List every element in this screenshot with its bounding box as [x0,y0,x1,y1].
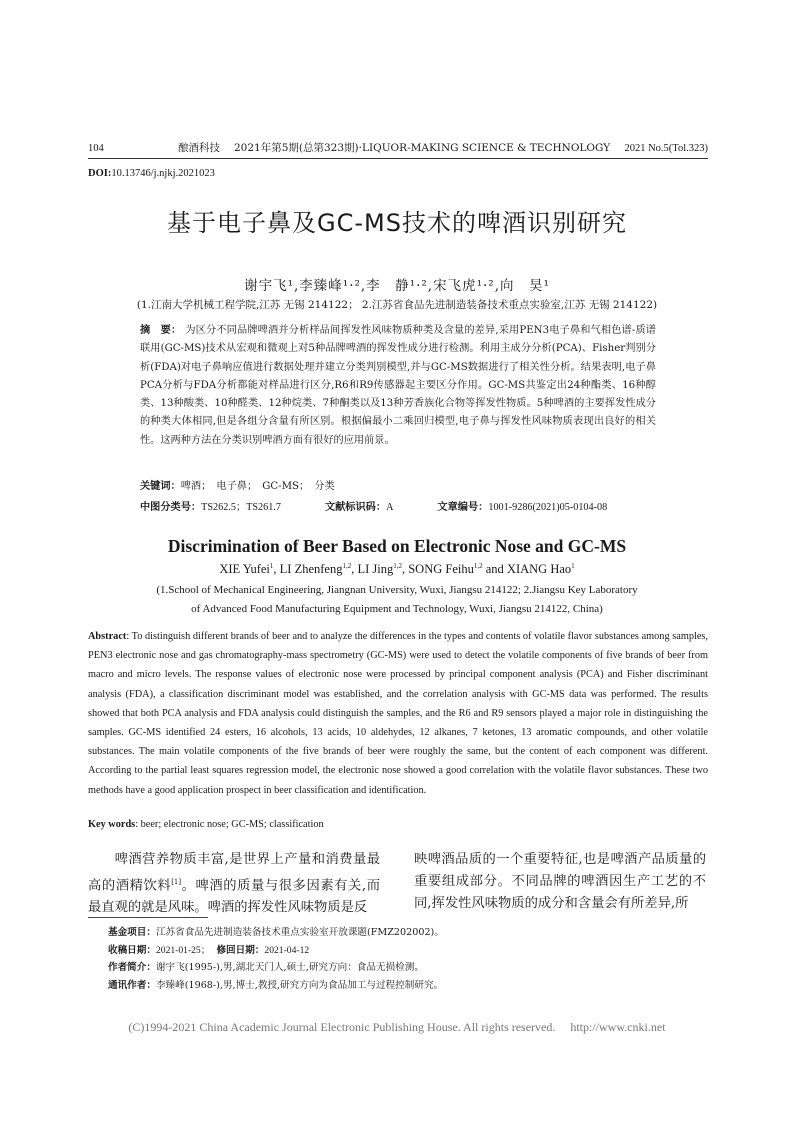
author-affil-mark: 1,2 [393,562,402,570]
corresponding-label: 通讯作者： [108,979,156,991]
abstract-en-text: : To distinguish different brands of beer and to analyze the differences in the types and contents of volatile flavor substances among samples, PEN3 electronic nose and gas chromatography-mass spectrometry (GC-MS) were used to detect the volatile components of five brands of beer from macro and micro levels. The response values of electronic nose were processed by principal component analysis (PCA) and Fisher discriminant analysis (FDA), a classification discriminant model was established, and the correlation analysis with GC-MS data was performed. The results showed that both PCA analysis and FDA analysis could distinguish the samples, and the R6 and R9 sensors played a major role in distinguishing the samples. GC-MS identified 24 esters, 16 alcohols, 13 acids, 10 aldehydes, 12 alkanes, 7 ketones, 13 aromatic compounds, and other volatile substances. The main volatile components of the five brands of beer were roughly the same, but the content of each component was different. According to the partial least squares regression model, the electronic nose showed a good correlation with the volatile flavor substances. These two methods have a good application prospect in beer classification and identification. [88,631,708,796]
clc-number [140,498,281,513]
keywords-en-text: : beer; electronic nose; GC-MS; classification [135,819,324,830]
issue-info: 2021年第5期(总第323期)·LIQUOR-MAKING SCIENCE & TECHNOLOGY [234,142,611,154]
affiliation-en-line1: (1.School of Mechanical Engineering, Jiangnan University, Wuxi, Jiangsu 214122; 2.Jiangsu Key Laboratory [156,584,638,596]
keywords-cn-label: 关键词： [140,481,181,492]
fund-label: 基金项目： [108,927,156,938]
corresponding-author-line [108,977,708,995]
keywords-en [88,819,708,830]
received-label: 收稿日期： [108,944,156,956]
author-affil-mark: 1,2 [342,562,352,570]
received-value: 2021-01-25； [155,944,211,956]
journal-name-cn: 酿酒科技 [178,142,220,154]
clc-value: TS262.5；TS261.7 [201,502,281,513]
author-affil-mark: 1 [269,562,274,570]
abstract-en [88,627,708,800]
article-title-cn: 基于电子鼻及GC-MS技术的啤酒识别研究 [167,209,627,237]
author-en: LI Jing [357,562,394,577]
author-en: SONG Feihu [408,562,474,577]
abstract-cn-text: 为区分不同品牌啤酒并分析样品间挥发性风味物质种类及含量的差异,采用PEN3电子鼻和气相色谱-质谱联用(GC-MS)技术从宏观和微观上对5种品牌啤酒的挥发性成分进行检测。利用主成分分析(PCA)、Fisher判别分析(FDA)对电子鼻响应值进行数据处理并建立分类判别模型,并与GC-MS数据进行了相关性分析。结果表明,电子鼻PCA分析与FDA分析都能对样品进行区分,R6和R9传感器起主要区分作用。GC-MS共鉴定出24种酯类、16种醇类、13种酸类、10种醛类、12种烷类、7种酮类以及13种芳香族化合物等挥发性物质。5种啤酒的主要挥发性成分的种类大体相同,但是各组分含量有所区别。根据偏最小二乘回归模型,电子鼻与挥发性风味物质表现出良好的相关性。这两种方法在分类识别啤酒方面有很好的应用前景。 [140,325,656,446]
keywords-cn-text: 啤酒； 电子鼻； GC-MS； 分类 [180,481,335,492]
revised-value: 2021-04-12 [264,944,310,956]
author-bio-label: 作者简介： [108,962,156,973]
article-number-label: 文章编号： [437,502,489,513]
author-bio-line [108,959,708,977]
article-title-en: Discrimination of Beer Based on Electronic Nose and GC-MS [167,536,627,556]
abstract-cn [140,322,656,450]
doc-code-value: A [386,502,394,513]
affiliation-cn: (1.江南大学机械工程学院,江苏 无锡 214122； 2.江苏省食品先进制造装备技术重点实验室,江苏 无锡 214122) [136,299,658,311]
fund-value: 江苏省食品先进制造装备技术重点实验室开放课题(FMZ202002)。 [155,927,444,938]
clc-label: 中图分类号： [140,502,202,513]
article-number-value: 1001-9286(2021)05-0104-08 [488,502,608,513]
citation-ref: [1] [171,878,182,886]
author-bio-value: 谢宇飞(1995-),男,湖北天门人,硕士,研究方向：食品无损检测。 [155,962,424,973]
author-affil-mark: 1,2 [473,562,483,570]
issue-info-en: 2021 No.5(Tol.323) [624,143,708,154]
keywords-en-label: Key words [88,819,136,830]
doc-code-label: 文献标识码： [324,502,387,513]
doi-label: DOI: [88,168,112,179]
date-line [108,942,708,960]
affiliation-en-line2: of Advanced Food Manufacturing Equipment and Technology, Wuxi, Jiangsu 214122, China) [191,603,603,615]
authors-cn: 谢宇飞¹,李臻峰¹·²,李 静¹·²,宋飞虎¹·²,向 昊¹ [244,278,550,294]
corresponding-value: 李臻峰(1968-),男,博士,教授,研究方向为食品加工与过程控制研究。 [155,979,444,991]
abstract-cn-label: 摘 要： [140,325,182,336]
abstract-en-label: Abstract [88,631,127,642]
doi-value: 10.13746/j.njkj.2021023 [111,168,215,179]
running-header [88,140,708,156]
header-rule [88,158,708,159]
fund-line [108,924,708,942]
keywords-cn [140,477,656,492]
classification-cn [140,498,700,513]
body-text: 啤酒营养物质丰富,是世界上产量和消费量最高的酒精饮料 [88,852,380,894]
author-en: LI Zhenfeng [279,562,343,577]
body-text: 。啤酒的质量与很多因素有关,而最直观的就是风味。啤酒的挥发性风味物质是反 [88,878,380,916]
authors-en: XIE Yufei$^1$, LI Zhenfeng$^{1,2}$, LI Jing$^{1,2}$, SONG Feihu$^{1,2}$ and XIANG Hao$^1$ [219,562,575,577]
revised-label: 修回日期： [216,944,265,956]
footnote [108,924,708,994]
doi-line [88,168,215,179]
body-column-left [88,849,380,919]
copyright-footer: (C)1994-2021 China Academic Journal Electronic Publishing House. All rights reserved. http://www.cnki.net [128,1020,666,1034]
author-en: XIE Yufei [219,562,270,577]
body-column-right: 映啤酒品质的一个重要特征,也是啤酒产品质量的重要组成部分。不同品牌的啤酒因生产工艺的不同,挥发性风味物质的成分和含量会有所差异,所 [414,852,706,911]
page-number: 104 [88,143,104,154]
article-number [437,498,607,513]
document-code [325,498,393,513]
footnote-rule [88,917,208,918]
author-affil-mark: 1 [571,562,575,570]
author-en: XIANG Hao [506,562,572,577]
